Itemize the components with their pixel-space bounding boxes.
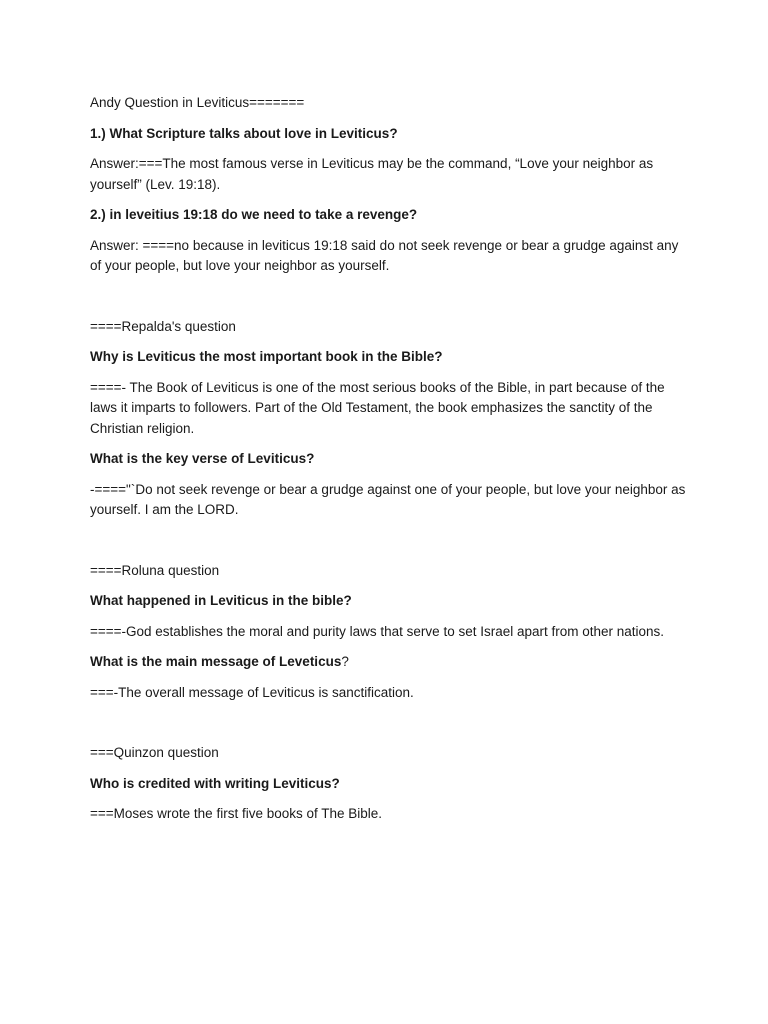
- roluna-question-2-text: What is the main message of Leveticus: [90, 654, 342, 669]
- repalda-header: ====Repalda's question: [90, 318, 236, 334]
- roluna-question-1: What happened in Leviticus in the bible?: [90, 593, 352, 608]
- andy-answer-2: Answer: ====no because in leviticus 19:18 said do not seek revenge or bear a grudge against any of your people, but love your neighbor as yourself.: [90, 237, 679, 273]
- roluna-answer-1: ====-God establishes the moral and purity laws that serve to set Israel apart from other nations.: [90, 623, 665, 639]
- document-body: [90, 93, 686, 825]
- repalda-question-1: Why is Leviticus the most important book in the Bible?: [90, 349, 443, 364]
- andy-header: Andy Question in Leviticus=======: [90, 95, 305, 110]
- repalda-answer-1: ====- The Book of Leviticus is one of the most serious books of the Bible, in part because of the laws it imparts to followers. Part of the Old Testament, the book emphasizes the sanctity of the Christian religion.: [90, 379, 665, 436]
- repalda-answer-2: -===="`Do not seek revenge or bear a grudge against one of your people, but love your neighbor as yourself. I am the LORD.: [90, 481, 686, 517]
- roluna-question-2-mark: ?: [341, 654, 349, 669]
- quinzon-answer-1: ===Moses wrote the first five books of The Bible.: [90, 806, 383, 821]
- andy-answer-1: Answer:===The most famous verse in Leviticus may be the command, “Love your neighbor as yourself” (Lev. 19:18).: [90, 156, 654, 192]
- andy-question-1: 1.) What Scripture talks about love in Leviticus?: [90, 125, 398, 141]
- repalda-question-2: What is the key verse of Leviticus?: [90, 451, 315, 466]
- quinzon-header: ===Quinzon question: [90, 745, 219, 760]
- roluna-question-2: [90, 652, 686, 673]
- andy-question-2: 2.) in leveitius 19:18 do we need to take a revenge?: [90, 207, 418, 222]
- quinzon-question-1: Who is credited with writing Leviticus?: [90, 775, 340, 791]
- roluna-header: ====Roluna question: [90, 562, 220, 578]
- roluna-answer-2: ===-The overall message of Leviticus is sanctification.: [90, 684, 414, 700]
